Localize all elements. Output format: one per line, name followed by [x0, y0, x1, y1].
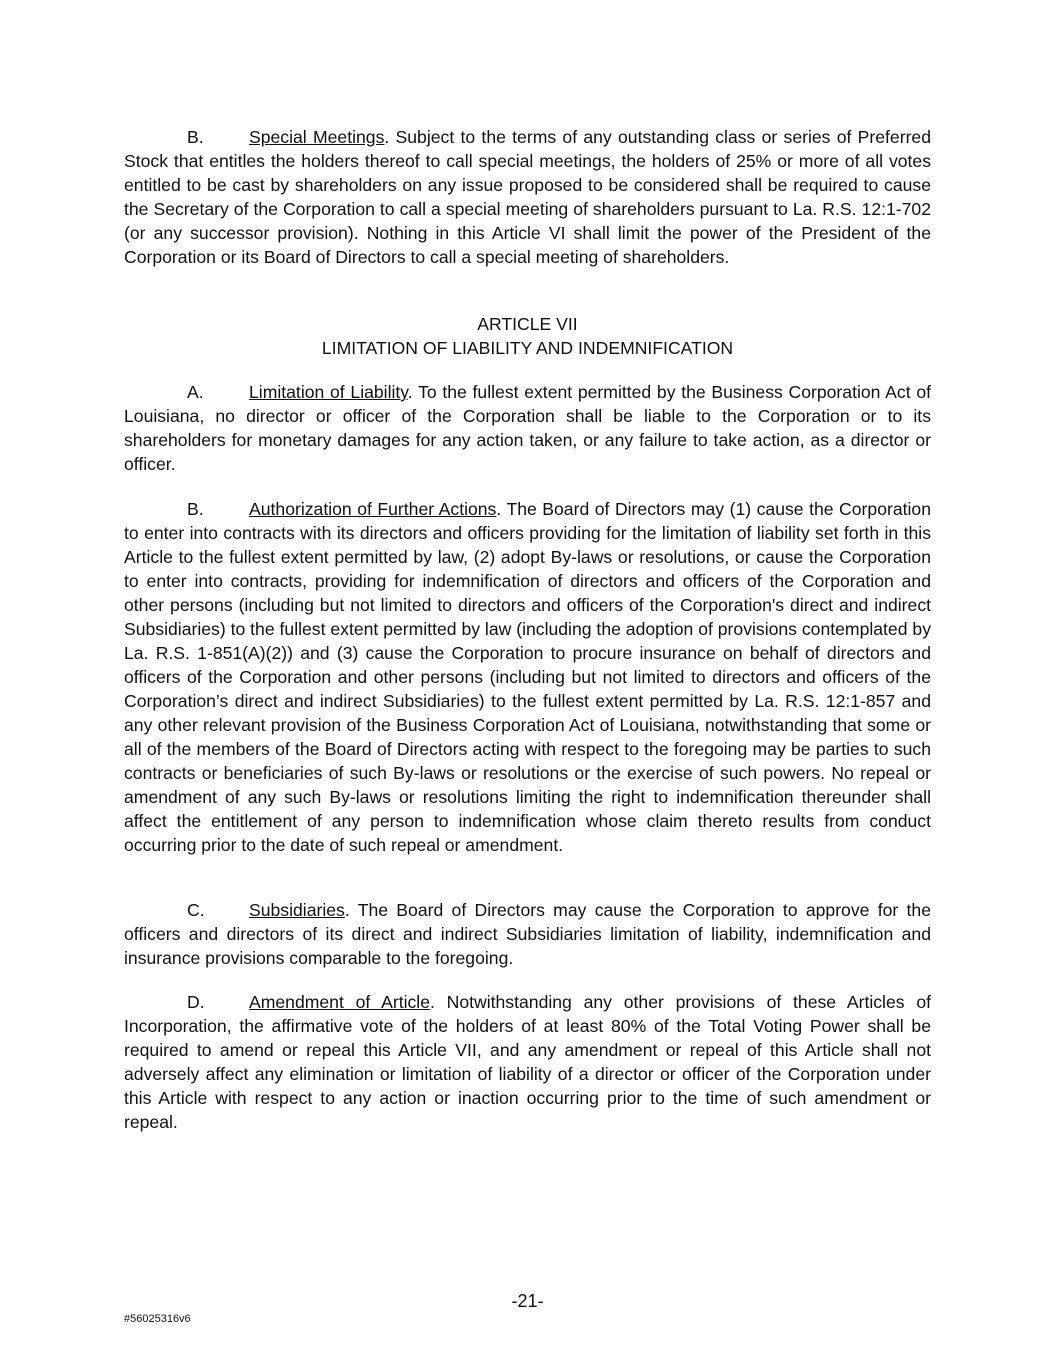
section-caption: Amendment of Article [249, 992, 430, 1012]
article-title: ARTICLE VII [477, 314, 578, 334]
section-text: . The Board of Directors may cause the Corporation to approve for the officers and directors of its direct and indirect Subsidiaries limitation of liability, indemnification and insurance provisions comparable to the foregoing. [124, 900, 931, 968]
paragraph-subsidiaries [124, 898, 931, 970]
section-letter: B. [187, 127, 204, 147]
section-letter: D. [187, 992, 205, 1012]
paragraph-authorization [124, 497, 931, 857]
paragraph-special-meetings [124, 125, 931, 269]
section-text: . Notwithstanding any other provisions of these Articles of Incorporation, the affirmative vote of the holders of at least 80% of the Total Voting Power shall be required to amend or repeal this Article VII, and any amendment or repeal of this Article shall not adversely affect any elimination or limitation of liability of a director or officer of the Corporation under this Article with respect to any action or inaction occurring prior to the time of such amendment or repeal. [124, 992, 931, 1132]
section-letter: A. [187, 382, 204, 402]
section-letter: B. [187, 499, 204, 519]
section-letter: C. [187, 900, 205, 920]
page-number: -21- [511, 1291, 544, 1311]
paragraph-amendment [124, 990, 931, 1134]
section-text: . To the fullest extent permitted by the Business Corporation Act of Louisiana, no director or officer of the Corporation shall be liable to the Corporation or to its shareholders for monetary damages for any action taken, or any failure to take action, as a director or officer. [124, 382, 931, 474]
section-caption: Authorization of Further Actions [249, 499, 497, 519]
paragraph-limitation-of-liability [124, 380, 931, 476]
section-caption: Subsidiaries [249, 900, 345, 920]
section-text: . The Board of Directors may (1) cause the Corporation to enter into contracts with its directors and officers providing for the limitation of liability set forth in this Article to the fullest extent permitted by law, (2) adopt By-laws or resolutions, or cause the Corporation to enter into contracts, providing for indemnification of directors and officers of the Corporation and other persons (including but not limited to directors and officers of the Corporation's direct and indirect Subsidiaries) to the fullest extent permitted by law (including the adoption of provisions contemplated by La. R.S. 1-851(A)(2)) and (3) cause the Corporation to procure insurance on behalf of directors and officers of the Corporation and other persons (including but not limited to directors and officers of the Corporation’s direct and indirect Subsidiaries) to the fullest extent permitted by La. R.S. 12:1-857 and any other relevant provision of the Business Corporation Act of Louisiana, notwithstanding that some or all of the members of the Board of Directors acting with respect to the foregoing may be parties to such contracts or beneficiaries of such By-laws or resolutions or the exercise of such powers. No repeal or amendment of any such By-laws or resolutions limiting the right to indemnification thereunder shall affect the entitlement of any person to indemnification whose claim thereto results from conduct occurring prior to the date of such repeal or amendment. [124, 499, 931, 855]
section-caption: Limitation of Liability [249, 382, 408, 402]
section-caption: Special Meetings [249, 127, 385, 147]
article-subtitle: LIMITATION OF LIABILITY AND INDEMNIFICATION [321, 338, 734, 358]
section-text: . Subject to the terms of any outstanding class or series of Preferred Stock that entitles the holders thereof to call special meetings, the holders of 25% or more of all votes entitled to be cast by shareholders on any issue proposed to be considered shall be required to cause the Secretary of the Corporation to call a special meeting of shareholders pursuant to La. R.S. 12:1-702 (or any successor provision). Nothing in this Article VI shall limit the power of the President of the Corporation or its Board of Directors to call a special meeting of shareholders. [124, 127, 932, 267]
document-id: #56025316v6 [124, 1313, 191, 1325]
